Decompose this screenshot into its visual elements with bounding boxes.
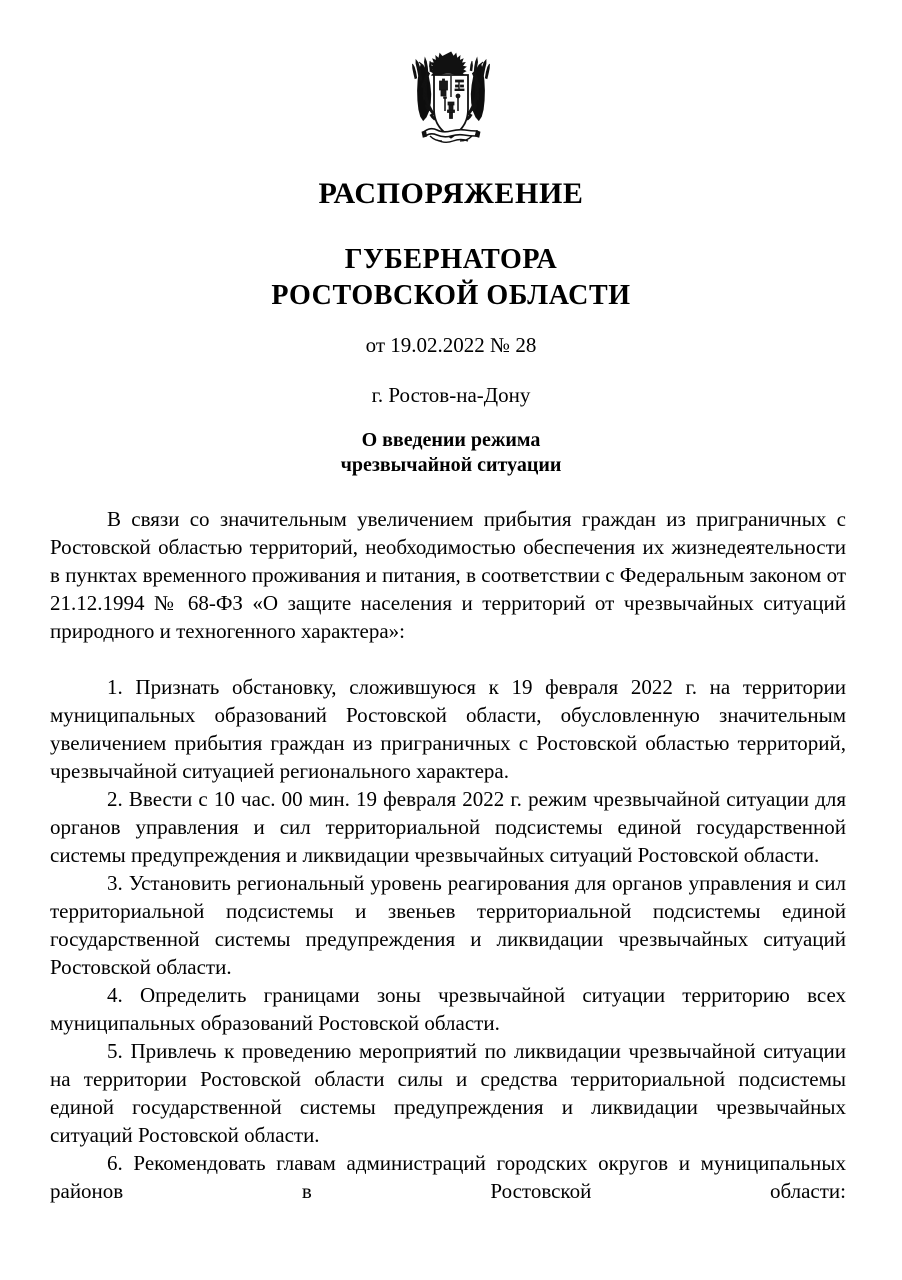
clause-2: 2. Ввести с 10 час. 00 мин. 19 февраля 2022 г. режим чрезвычайной ситуации для органов управления и сил территориальной подсистемы единой государственной системы предупреждения и ликвидации чрезвычайных ситуаций Ростовской области. — [50, 787, 846, 867]
preamble-paragraph: В связи со значительным увеличением прибытия граждан из приграничных с Ростовской областью территорий, необходимостью обеспечения их жизнедеятельности в пунктах временного проживания и питания, в соответствии с Федеральным законом от 21.12.1994 № 68-ФЗ «О защите населения и территорий от чрезвычайных ситуаций природного и техногенного характера»: — [50, 507, 846, 643]
clause-3: 3. Установить региональный уровень реагирования для органов управления и сил территориальной подсистемы и звеньев территориальной подсистемы единой государственной системы предупреждения и ликвидации чрезвычайных ситуаций Ростовской области. — [50, 871, 846, 979]
authority-line-1: ГУБЕРНАТОРА — [344, 244, 558, 275]
document-date-number: от 19.02.2022 № 28 — [365, 333, 537, 357]
clause-6: 6. Рекомендовать главам администраций городских округов и муниципальных районов в Ростовской области: — [50, 1151, 846, 1203]
document-subject — [0, 428, 902, 478]
document-city: г. Ростов-на-Дону — [371, 383, 531, 407]
subject-line-1: О введении режима — [361, 429, 541, 451]
emblem-container — [0, 48, 902, 163]
issuing-authority — [0, 242, 902, 314]
clause-5: 5. Привлечь к проведению мероприятий по ликвидации чрезвычайной ситуации на территории Ростовской области силы и средства территориальной подсистемы единой государственной системы предупреждения и ликвидации чрезвычайных ситуаций Ростовской области. — [50, 1039, 846, 1147]
subject-line-2: чрезвычайной ситуации — [340, 454, 562, 476]
page-title: РАСПОРЯЖЕНИЕ — [318, 177, 584, 210]
clause-4: 4. Определить границами зоны чрезвычайной ситуации территорию всех муниципальных образований Ростовской области. — [50, 983, 846, 1035]
clause-1: 1. Признать обстановку, сложившуюся к 19 февраля 2022 г. на территории муниципальных образований Ростовской области, обусловленную значительным увеличением прибытия граждан из приграничных с Ростовской областью территорий, чрезвычайной ситуацией регионального характера. — [50, 675, 846, 783]
document-body — [50, 505, 846, 1233]
authority-line-2: РОСТОВСКОЙ ОБЛАСТИ — [271, 280, 631, 311]
coat-of-arms-rostov-oblast-icon — [397, 48, 505, 158]
